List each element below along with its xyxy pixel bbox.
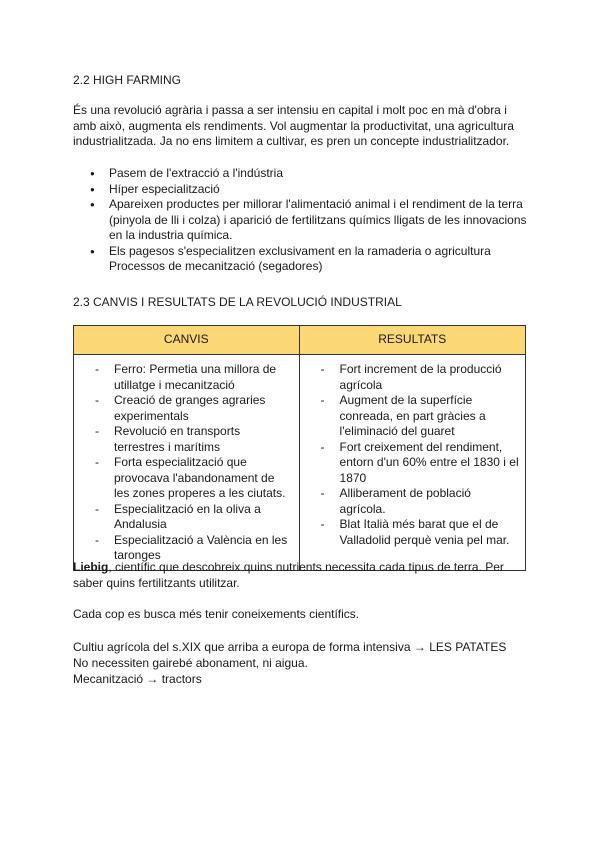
bullet-item: ● Pasem de l'extracció a l'indústria [90,166,530,182]
canvis-cell [74,355,300,571]
liebig-paragraph [73,560,533,591]
liebig-name: Liebig [73,560,109,574]
bullet-item: ● Híper especialització [90,182,530,198]
canvi-item: - Ferro: Permetia una millora de utillatge i mecanització [80,362,293,393]
table-header-resultats: RESULTATS [299,326,525,355]
canvi-item: - Especialització en la oliva a Andalusia [80,502,293,533]
canvi-item: - Especialització a València en les taronges [80,533,293,564]
intro-paragraph: És una revolució agrària i passa a ser intensiu en capital i molt poc en mà d'obra i amb això, augmenta els rendiments. Vol augmentar la productivitat, una agricultura industrialitzada. Ja no ens limitem a cultivar, es pren un concepte industrialitzador. [73,103,514,148]
resultat-item: - Augment de la superfície conreada, en part gràcies a l'eliminació del guaret [306,393,519,440]
scientific-line: Cada cop es busca més tenir coneixements científics. [73,607,360,621]
crop-line: Cultiu agrícola del s.XIX que arriba a europa de forma intensiva → LES PATATES [73,640,507,654]
section-heading-canvis-resultats: 2.3 CANVIS I RESULTATS DE LA REVOLUCIÓ INDUSTRIAL [73,295,402,309]
resultat-item: - Blat Italià més barat que el de Valladolid perquè venia pel mar. [306,517,519,548]
canvi-item: - Revolució en transports terrestres i marítims [80,424,293,455]
water-line: No necessiten gairebé abonament, ni aigua. [73,656,308,670]
resultat-item: - Fort increment de la producció agrícola [306,362,519,393]
resultat-item: - Fort creixement del rendiment, entorn d'un 60% entre el 1830 i el 1870 [306,440,519,487]
bullet-item: ● Els pagesos s'especialitzen exclusivament en la ramaderia o agricultura Processos de mecanització (segadores) [90,244,530,275]
resultat-item: - Alliberament de població agrícola. [306,486,519,517]
liebig-text: , científic que descobreix quins nutrients necessita cada tipus de terra. Per saber quins fertilitzants utilitzar. [73,560,504,590]
bullet-item: ● Apareixen productes per millorar l'alimentació animal i el rendiment de la terra (pinyola de lli i colza) i aparició de fertilitzans químics lligats de les innovacions en la industria química. [90,197,530,244]
section-heading-high-farming: 2.2 HIGH FARMING [73,73,182,87]
mechanization-line: Mecanització → tractors [73,672,202,686]
bullet-list [90,166,530,275]
canvi-item: - Creació de granges agraries experimentals [80,393,293,424]
canvi-item: - Forta especialització que provocava l'abandonament de les zones properes a les ciutats. [80,455,293,502]
resultats-cell [299,355,525,571]
changes-results-table [73,325,526,571]
table-header-canvis: CANVIS [74,326,300,355]
